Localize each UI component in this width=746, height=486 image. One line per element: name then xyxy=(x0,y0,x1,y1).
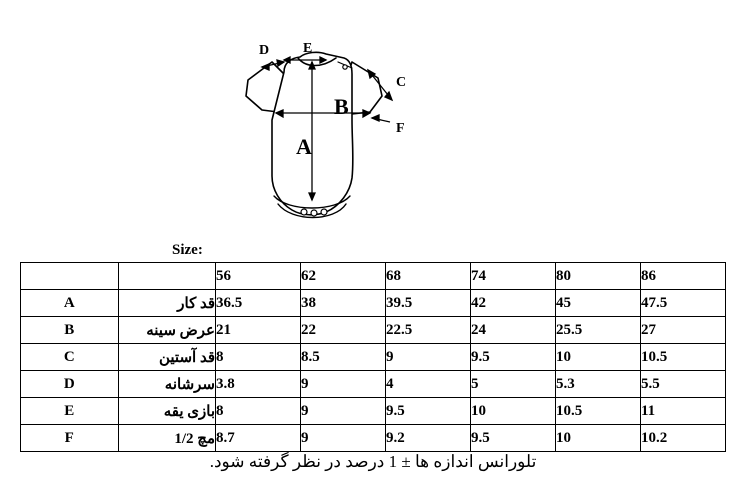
header-name-blank xyxy=(118,263,216,290)
table-row xyxy=(21,317,726,344)
table-row xyxy=(21,398,726,425)
cell-F-80: 10 xyxy=(556,425,641,452)
row-letter-D: D xyxy=(21,371,119,398)
cell-A-80: 45 xyxy=(556,290,641,317)
header-size-68: 68 xyxy=(386,263,471,290)
tolerance-note: تلورانس اندازه ها ± 1 درصد در نظر گرفته شود. xyxy=(209,452,537,471)
row-name-D: سرشانه xyxy=(118,371,216,398)
cell-B-56: 21 xyxy=(216,317,301,344)
cell-B-62: 22 xyxy=(301,317,386,344)
cell-D-62: 9 xyxy=(301,371,386,398)
cell-C-56: 8 xyxy=(216,344,301,371)
cell-C-68: 9 xyxy=(386,344,471,371)
header-size-86: 86 xyxy=(641,263,726,290)
row-name-A: قد کار xyxy=(118,290,216,317)
cell-E-56: 8 xyxy=(216,398,301,425)
row-letter-B: B xyxy=(21,317,119,344)
cell-B-68: 22.5 xyxy=(386,317,471,344)
row-letter-C: C xyxy=(21,344,119,371)
row-name-E: بازی یقه xyxy=(118,398,216,425)
table-header-row xyxy=(21,263,726,290)
cell-F-56: 8.7 xyxy=(216,425,301,452)
cell-E-80: 10.5 xyxy=(556,398,641,425)
header-size-56: 56 xyxy=(216,263,301,290)
cell-B-74: 24 xyxy=(471,317,556,344)
cell-F-86: 10.2 xyxy=(641,425,726,452)
cell-C-74: 9.5 xyxy=(471,344,556,371)
row-name-F: مچ 1/2 xyxy=(118,425,216,452)
cell-A-74: 42 xyxy=(471,290,556,317)
cell-D-80: 5.3 xyxy=(556,371,641,398)
table-row xyxy=(21,344,726,371)
table-row xyxy=(21,290,726,317)
marker-D: D xyxy=(259,43,270,58)
marker-E: E xyxy=(303,41,313,56)
cell-F-68: 9.2 xyxy=(386,425,471,452)
size-table xyxy=(20,262,726,452)
marker-B: B xyxy=(334,94,349,119)
header-size-74: 74 xyxy=(471,263,556,290)
cell-E-68: 9.5 xyxy=(386,398,471,425)
cell-A-68: 39.5 xyxy=(386,290,471,317)
size-label: Size: xyxy=(172,242,203,258)
cell-E-86: 11 xyxy=(641,398,726,425)
cell-A-62: 38 xyxy=(301,290,386,317)
cell-C-62: 8.5 xyxy=(301,344,386,371)
row-letter-F: F xyxy=(21,425,119,452)
cell-B-86: 27 xyxy=(641,317,726,344)
header-letter-blank xyxy=(21,263,119,290)
header-size-62: 62 xyxy=(301,263,386,290)
row-name-B: عرض سینه xyxy=(118,317,216,344)
marker-A: A xyxy=(296,134,312,159)
cell-D-86: 5.5 xyxy=(641,371,726,398)
cell-A-86: 47.5 xyxy=(641,290,726,317)
cell-C-80: 10 xyxy=(556,344,641,371)
row-letter-A: A xyxy=(21,290,119,317)
header-size-80: 80 xyxy=(556,263,641,290)
cell-C-86: 10.5 xyxy=(641,344,726,371)
cell-B-80: 25.5 xyxy=(556,317,641,344)
marker-F: F xyxy=(396,121,405,136)
cell-D-68: 4 xyxy=(386,371,471,398)
table-row xyxy=(21,371,726,398)
cell-A-56: 36.5 xyxy=(216,290,301,317)
size-table-area xyxy=(0,240,746,452)
size-label-row xyxy=(0,240,746,262)
table-row xyxy=(21,425,726,452)
cell-F-62: 9 xyxy=(301,425,386,452)
cell-D-56: 3.8 xyxy=(216,371,301,398)
cell-E-62: 9 xyxy=(301,398,386,425)
marker-C: C xyxy=(396,75,407,90)
cell-D-74: 5 xyxy=(471,371,556,398)
row-letter-E: E xyxy=(21,398,119,425)
row-name-C: قد آستین xyxy=(118,344,216,371)
cell-F-74: 9.5 xyxy=(471,425,556,452)
cell-E-74: 10 xyxy=(471,398,556,425)
